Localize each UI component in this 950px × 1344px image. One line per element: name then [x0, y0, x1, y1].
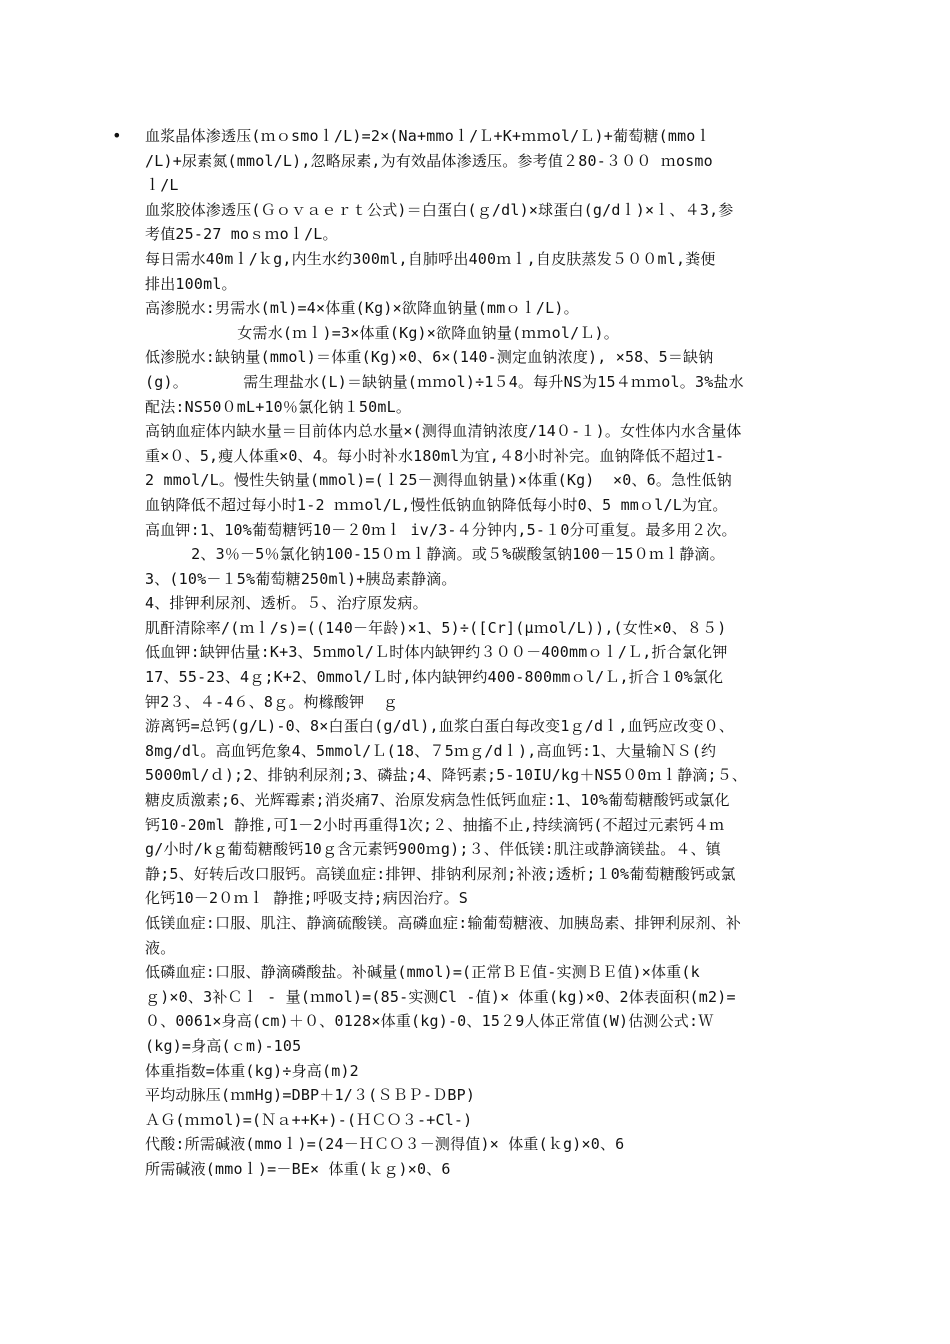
text-line: (g)。 需生理盐水(L)＝缺钠量(ｍｍol)÷1５4。每升NS为15４ｍｍol。3%盐水 [145, 372, 744, 391]
text-line: 5000ml/ｄ);2、排钠利尿剂;3、磷盐;4、降钙素;5-10IU/kg＋NS5０0ｍｌ静滴;５、 [145, 766, 748, 785]
text-line: 血浆晶体渗透压(ｍｏsmoｌ/L)=2×(Na+mmoｌ/Ｌ+K+ｍｍol/Ｌ)+葡萄糖(mmoｌ [145, 127, 711, 145]
text-line: 化钙10－2０ｍｌ 静推;呼吸支持;病因治疗。S [145, 889, 469, 908]
text-line: 重×０、5,瘦人体重×0、4。每小时补水180ml为宜,４8小时补完。血钠降低不超过1- [145, 446, 725, 465]
text-line: 钙10-20ml 静推,可1－2小时再重得1次;２、抽搐不止,持续滴钙(不超过元素钙４ｍ [145, 815, 725, 834]
text-line: 考值25-27 moｓｍoｌ/L。 [145, 225, 338, 244]
text-line: 血浆胶体渗透压(Ｇｏｖａｅｒｔ公式)＝白蛋白(ｇ/dl)×球蛋白(g/dｌ)×ｌ、４3,参 [145, 200, 734, 219]
text-line: 8mg/dl。高血钙危象4、5mmol/Ｌ(18、７5ｍｇ/dｌ),高血钙:1、大量输ＮＳ(约 [145, 741, 717, 760]
text-line: 低血钾:缺钾估量:K+3、5ｍmol/Ｌ时体内缺钾约３００－400mmｏｌ/Ｌ,折合氯化钾 [145, 643, 728, 662]
text-line: 静;5、好转后改口服钙。高镁血症:排钾、排钠利尿剂;补液;透析;１0%葡萄糖酸钙或氯 [145, 864, 736, 883]
text-line: 排出100ml。 [145, 274, 237, 293]
text-line: 2 mmol/L。慢性失钠量(mmol)=(ｌ25－测得血钠量)×体重(Kg) ×0、6。急性低钠 [145, 471, 732, 490]
text-line: 体重指数=体重(kg)÷身高(m)2 [145, 1061, 359, 1080]
document-body [145, 124, 825, 1182]
text-line: 血钠降低不超过每小时1-2 ｍｍol/L,慢性低钠血钠降低每小时0、5 mmｏl/L为宜。 [145, 495, 728, 514]
text-line: 4、排钾利尿剂、透析。５、治疗原发病。 [145, 594, 428, 613]
text-line: ０、0061×身高(cm)＋０、0128×体重(kg)-0、15２9人体正常值(W)估测公式:Ｗ [145, 1012, 714, 1031]
text-line: 17、55-23、4ｇ;K+2、0mmol/Ｌ时,体内缺钾约400-800mmｏl/Ｌ,折合１0%氯化 [145, 668, 724, 687]
text-line: 低磷血症:口服、静滴磷酸盐。补碱量(mmol)=(正常ＢＥ值-实测ＢＥ值)×体重(k [145, 963, 700, 982]
text-line: 2、3％－5％氯化钠100-15０ｍｌ静滴。或５%碳酸氢钠100－15０ｍｌ静滴。 [145, 545, 725, 564]
text-line: 游离钙=总钙(g/L)-0、8×白蛋白(g/dl),血浆白蛋白每改变1ｇ/dｌ,血钙应改变０、 [145, 717, 735, 736]
text-line: 所需碱液(mmoｌ)=－BE× 体重(ｋｇ)×0、6 [145, 1159, 451, 1178]
text-line: 高钠血症体内缺水量＝目前体内总水量×(测得血清钠浓度/14０-１)。女性体内水含量体 [145, 422, 742, 441]
text-line: 低镁血症:口服、肌注、静滴硫酸镁。高磷血症:输葡萄糖液、加胰岛素、排钾利尿剂、补 [145, 914, 742, 932]
text-line: 3、(10%－１5%葡萄糖250ml)+胰岛素静滴。 [145, 569, 457, 588]
text-line: 女需水(ｍｌ)=3×体重(Kg)×欲降血钠量(ｍｍol/Ｌ)。 [145, 323, 619, 342]
text-line: 平均动脉压(ｍmHg)=DBP＋1/３(ＳＢＰ-ＤBP) [145, 1086, 476, 1105]
text-line: 配法:NS50０mL+10％氯化钠１50mL。 [145, 397, 412, 416]
text-line: 代酸:所需碱液(mmoｌ)=(24－ＨＣＯ３－测得值)× 体重(ｋg)×0、6 [145, 1135, 625, 1154]
bullet-marker: • [112, 126, 122, 145]
text-line: 液。 [145, 938, 176, 957]
text-line: ｇ)×0、3补Ｃｌ - 量(ｍmol)=(85-实测Cl -值)× 体重(kg)×0、2体表面积(m2)= [145, 987, 736, 1006]
text-line: 低渗脱水:缺钠量(mmol)＝体重(Kg)×0、6×(140-测定血钠浓度), ×58、5＝缺钠 [145, 348, 714, 367]
text-line: 高血钾:1、10%葡萄糖钙10－２0ｍｌ iv/3-４分钟内,5-１0分可重复。最多用２次。 [145, 520, 737, 539]
text-line: /L)+尿素氮(mmol/L),忽略尿素,为有效晶体渗透压。参考值２80-３００ ｍosmo [145, 151, 713, 170]
text-line: g/小时/kｇ葡萄糖酸钙10ｇ含元素钙900ｍg);３、伴低镁:肌注或静滴镁盐。４、镇 [145, 840, 722, 859]
text-line: (kg)=身高(ｃm)-105 [145, 1036, 302, 1055]
text-line: 肌酐清除率/(ｍｌ/s)=((140－年龄)×1、5)÷([Cr](μｍol/L)),(女性×0、８５) [145, 618, 727, 637]
text-line: 钾2３、４-4６、8ｇ。枸橼酸钾 ｇ [145, 692, 398, 711]
text-line: 糖皮质激素;6、光辉霉素;消炎痛7、治原发病急性低钙血症:1、10%葡萄糖酸钙或氯化 [145, 791, 730, 810]
text-line: ｌ/L [145, 176, 179, 195]
text-line: 高渗脱水:男需水(ml)=4×体重(Kg)×欲降血钠量(mmｏｌ/L)。 [145, 299, 579, 318]
text-line: ＡＧ(ｍｍol)=(Ｎａ++K+)-(ＨＣＯ３-+Cl-) [145, 1110, 473, 1129]
text-line: 每日需水40mｌ/ｋg,内生水约300ml,自肺呼出400ｍｌ,自皮肤蒸发５００ml,粪便 [145, 249, 716, 268]
